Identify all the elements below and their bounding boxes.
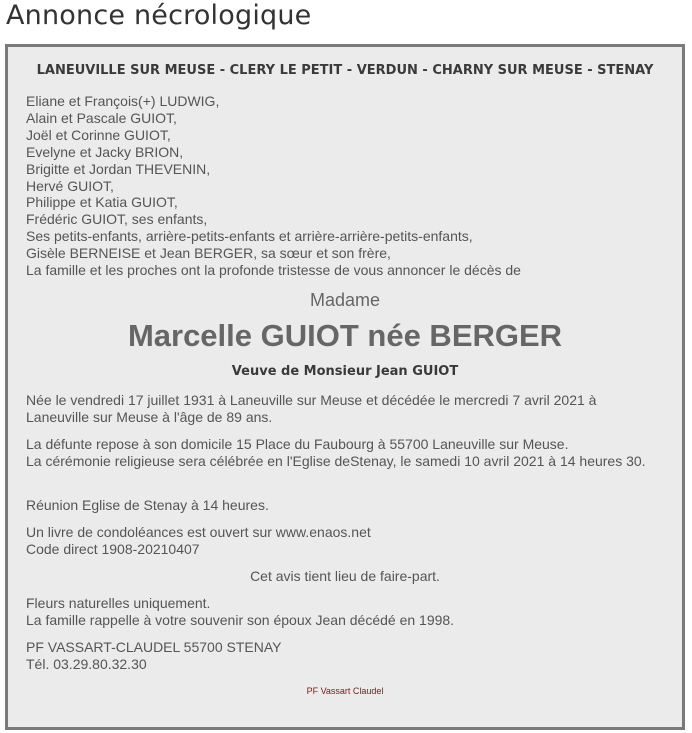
direct-code: Code direct 1908-20210407 (26, 540, 200, 557)
ceremony-text: La cérémonie religieuse sera célébrée en l'Eglise deStenay, le samedi 10 avril 2021 à 14 heures 30. (26, 452, 646, 469)
funeral-home-phone: Tél. 03.29.80.32.30 (26, 655, 147, 672)
locations-header: LANEUVILLE SUR MEUSE - CLERY LE PETIT - VERDUN - CHARNY SUR MEUSE - STENAY (36, 63, 654, 78)
condolences-block (26, 524, 656, 558)
family-line: Brigitte et Jordan THEVENIN, (26, 160, 211, 177)
meeting-text: Réunion Eglise de Stenay à 14 heures. (26, 497, 269, 513)
family-line: Hervé GUIOT, (26, 177, 114, 194)
deceased-title: Madame (309, 290, 381, 310)
faire-part-text: Cet avis tient lieu de faire-part. (250, 568, 440, 584)
deceased-name: Marcelle GUIOT née BERGER (127, 318, 563, 353)
repose-ceremony (26, 436, 656, 470)
family-line: Alain et Pascale GUIOT, (26, 109, 177, 126)
birth-death-text: Née le vendredi 17 juillet 1931 à Laneuville sur Meuse et décédée le mercredi 7 avril 2021 à Laneuville sur Meuse à l'âge de 89 ans. (26, 392, 597, 425)
remembrance-text: La famille rappelle à votre souvenir son époux Jean décédé en 1998. (26, 611, 455, 628)
funeral-home-block (26, 639, 656, 673)
funeral-home: PF VASSART-CLAUDEL 55700 STENAY (26, 639, 282, 655)
family-line: La famille et les proches ont la profonde tristesse de vous annoncer le décès de (26, 262, 521, 279)
family-line: Ses petits-enfants, arrière-petits-enfants et arrière-arrière-petits-enfants, (26, 228, 473, 245)
signature: PF Vassart Claudel (306, 686, 384, 696)
family-line: Frédéric GUIOT, ses enfants, (26, 211, 208, 228)
family-list (26, 93, 666, 279)
family-line: Evelyne et Jacky BRION, (26, 143, 184, 160)
family-line: Eliane et François(+) LUDWIG, (26, 93, 220, 109)
family-line: Gisèle BERNEISE et Jean BERGER, sa sœur et son frère, (26, 245, 391, 262)
condolences-text: Un livre de condoléances est ouvert sur www.enaos.net (26, 524, 371, 540)
repose-text: La défunte repose à son domicile 15 Place du Faubourg à 55700 Laneuville sur Meuse. (26, 436, 569, 452)
widow-of: Veuve de Monsieur Jean GUIOT (231, 364, 459, 379)
obituary-notice (5, 44, 685, 730)
family-line: Joël et Corinne GUIOT, (26, 126, 171, 143)
family-line: Philippe et Katia GUIOT, (26, 194, 178, 211)
flowers-block (26, 595, 656, 629)
page-title: Annonce nécrologique (6, 0, 312, 31)
flowers-text: Fleurs naturelles uniquement. (26, 595, 211, 611)
